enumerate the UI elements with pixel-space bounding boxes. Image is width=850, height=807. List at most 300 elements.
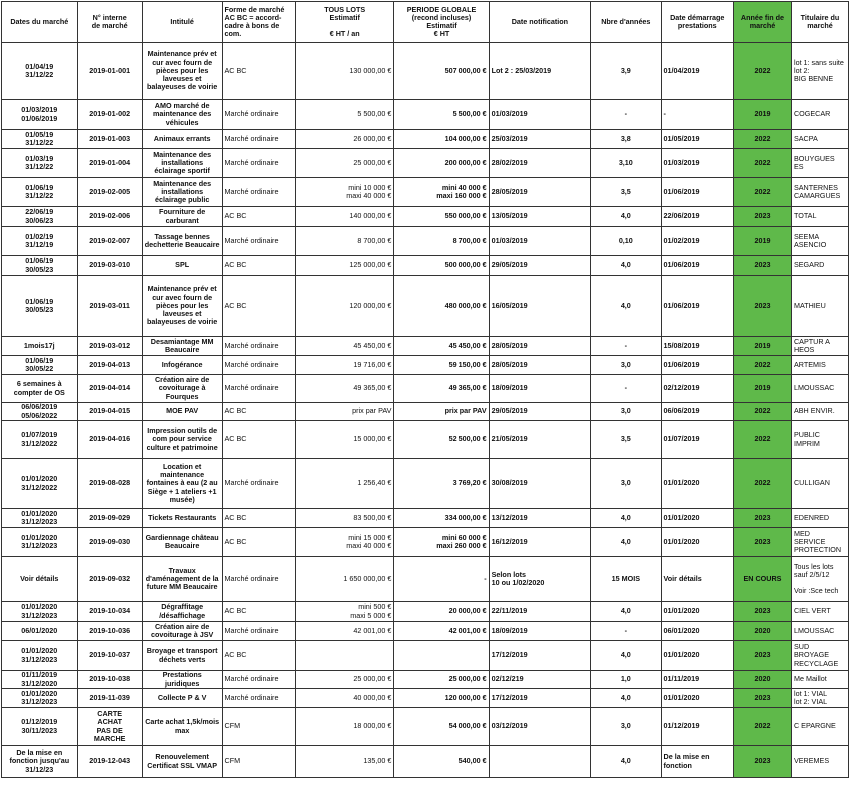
- cell-notification-date-text: Selon lots 10 ou 1/02/2020: [491, 569, 545, 587]
- cell-end-year: [733, 276, 791, 337]
- cell-annual-estimate: [296, 276, 394, 337]
- cell-annual-estimate: [296, 256, 394, 276]
- cell-notification-date-text: 28/05/2019: [491, 340, 528, 350]
- cell-dates: [2, 178, 78, 207]
- cell-contract-form-text: Marché ordinaire: [224, 109, 279, 119]
- cell-internal-number: [77, 689, 142, 708]
- cell-years: [591, 256, 661, 276]
- cell-dates-text: 01/01/2020 31/12/2023: [21, 532, 58, 550]
- cell-holder-text: MED SERVICE PROTECTION: [793, 528, 842, 555]
- cell-title: [142, 641, 222, 671]
- header-global-estimate: PERIODE GLOBALE (recond incluses) Estimatif € HT: [394, 2, 489, 43]
- cell-dates: [2, 459, 78, 509]
- cell-annual-estimate: [296, 602, 394, 622]
- cell-contract-form: [222, 671, 296, 689]
- cell-holder-text: SEGARD: [793, 260, 825, 270]
- cell-dates: [2, 337, 78, 356]
- cell-holder: [791, 149, 848, 178]
- cell-end-year-text: 2023: [754, 606, 771, 616]
- cell-end-year-text: 2022: [754, 434, 771, 444]
- cell-dates: [2, 100, 78, 130]
- cell-years: [591, 746, 661, 778]
- cell-global-estimate: [394, 356, 489, 375]
- cell-notification-date-text: 29/05/2019: [491, 406, 528, 416]
- cell-global-estimate-text: 54 000,00 €: [448, 721, 487, 731]
- cell-start-date: [661, 337, 733, 356]
- header-end-year: Année fin de marché: [733, 2, 791, 43]
- table-row: [2, 227, 849, 256]
- cell-title-text: AMO marché de maintenance des véhicules: [152, 101, 212, 127]
- cell-dates: [2, 256, 78, 276]
- cell-end-year-text: 2023: [754, 512, 771, 522]
- cell-end-year-text: 2022: [754, 133, 771, 143]
- cell-contract-form-text: AC BC: [224, 512, 247, 522]
- cell-holder-text: C EPARGNE: [793, 721, 836, 731]
- cell-internal-number-text: 2019-02-005: [89, 186, 131, 196]
- cell-global-estimate: [394, 641, 489, 671]
- cell-contract-form: [222, 557, 296, 602]
- cell-contract-form: [222, 509, 296, 528]
- cell-internal-number: [77, 708, 142, 746]
- cell-notification-date: [489, 689, 590, 708]
- cell-annual-estimate-text: 40 000,00 €: [353, 692, 392, 702]
- cell-end-year-text: 2023: [754, 536, 771, 546]
- cell-notification-date: [489, 746, 590, 778]
- cell-start-date: [661, 403, 733, 421]
- cell-dates: [2, 276, 78, 337]
- cell-global-estimate-text: 507 000,00 €: [444, 65, 487, 75]
- cell-years: [591, 100, 661, 130]
- cell-global-estimate: [394, 337, 489, 356]
- cell-global-estimate-text: 5 500,00 €: [452, 109, 487, 119]
- cell-contract-form-text: AC BC: [224, 406, 247, 416]
- cell-title: [142, 671, 222, 689]
- cell-title-text: Maintenance des installations éclairage sportif: [153, 149, 212, 176]
- cell-internal-number-text: 2019-03-011: [89, 300, 130, 310]
- cell-internal-number: [77, 641, 142, 671]
- cell-holder: [791, 689, 848, 708]
- cell-holder: [791, 509, 848, 528]
- cell-holder-text: SACPA: [793, 133, 818, 143]
- cell-start-date: [661, 276, 733, 337]
- header-title: Intitulé: [142, 2, 222, 43]
- cell-start-date: [661, 227, 733, 256]
- cell-annual-estimate: [296, 43, 394, 100]
- cell-holder-text: ARTEMIS: [793, 359, 826, 369]
- cell-dates: [2, 528, 78, 557]
- cell-start-date-text: 02/12/2019: [663, 383, 700, 393]
- cell-global-estimate-text: 45 450,00 €: [448, 340, 487, 350]
- cell-notification-date-text: 21/05/2019: [491, 434, 528, 444]
- cell-global-estimate: [394, 256, 489, 276]
- cell-annual-estimate: [296, 421, 394, 459]
- header-internal-number: N° interne de marché: [77, 2, 142, 43]
- cell-end-year: [733, 149, 791, 178]
- cell-start-date-text: 01/06/2019: [663, 186, 700, 196]
- cell-title-text: SPL: [175, 260, 190, 270]
- table-row: [2, 509, 849, 528]
- cell-start-date: [661, 746, 733, 778]
- cell-internal-number-text: 2019-09-029: [89, 512, 131, 522]
- cell-title: [142, 256, 222, 276]
- cell-holder: [791, 746, 848, 778]
- cell-start-date-text: 01/01/2020: [663, 478, 700, 488]
- cell-years: [591, 622, 661, 641]
- cell-years: [591, 375, 661, 403]
- table-row: [2, 459, 849, 509]
- cell-title-text: Fourniture de carburant: [158, 207, 206, 225]
- cell-global-estimate: [394, 602, 489, 622]
- cell-years-text: 3,0: [620, 721, 631, 731]
- cell-internal-number-text: 2019-09-032: [89, 573, 131, 583]
- cell-end-year-text: 2022: [754, 359, 771, 369]
- cell-holder-text: lot 1: sans suite lot 2: BIG BENNE: [793, 57, 844, 84]
- table-row: [2, 403, 849, 421]
- cell-holder: [791, 130, 848, 149]
- cell-end-year-text: 2022: [754, 65, 771, 75]
- cell-annual-estimate-text: mini 500 € maxi 5 000 €: [350, 602, 392, 620]
- cell-years-text: -: [624, 109, 628, 119]
- cell-internal-number: [77, 256, 142, 276]
- cell-annual-estimate: [296, 149, 394, 178]
- cell-holder-text: Tous les lots sauf 2/5/12 Voir :Sce tech: [793, 561, 839, 596]
- cell-holder-text: SUD BROYAGE RECYCLAGE: [793, 642, 839, 668]
- cell-years-text: 4,0: [620, 606, 631, 616]
- cell-start-date-text: 06/06/2019: [663, 406, 700, 416]
- cell-global-estimate: [394, 100, 489, 130]
- cell-holder-text: CAPTUR A HEOS: [793, 336, 830, 354]
- cell-end-year-text: 2022: [754, 186, 771, 196]
- cell-start-date: [661, 459, 733, 509]
- cell-annual-estimate-text: 25 000,00 €: [353, 674, 392, 684]
- cell-notification-date-text: 13/05/2019: [491, 211, 528, 221]
- cell-dates-text: 01/01/2020 31/12/2023: [21, 688, 58, 706]
- cell-annual-estimate-text: 45 450,00 €: [353, 340, 392, 350]
- cell-holder-text: PUBLIC IMPRIM: [793, 430, 820, 448]
- cell-contract-form-text: Marché ordinaire: [224, 157, 279, 167]
- table-row: [2, 356, 849, 375]
- table-row: [2, 375, 849, 403]
- cell-annual-estimate: [296, 130, 394, 149]
- cell-dates-text: Voir détails: [20, 573, 59, 583]
- cell-notification-date-text: 28/05/2019: [491, 186, 528, 196]
- cell-internal-number: [77, 557, 142, 602]
- cell-annual-estimate: [296, 337, 394, 356]
- cell-end-year-text: 2023: [754, 650, 771, 660]
- cell-contract-form-text: Marché ordinaire: [224, 359, 279, 369]
- cell-annual-estimate-text: 135,00 €: [363, 756, 392, 766]
- cell-notification-date-text: 01/03/2019: [491, 235, 528, 245]
- cell-contract-form-text: AC BC: [224, 434, 247, 444]
- cell-annual-estimate: [296, 557, 394, 602]
- cell-global-estimate-text: 104 000,00 €: [444, 133, 487, 143]
- cell-years: [591, 459, 661, 509]
- cell-notification-date: [489, 557, 590, 602]
- cell-dates: [2, 227, 78, 256]
- cell-contract-form: [222, 403, 296, 421]
- cell-global-estimate-text: 500 000,00 €: [444, 260, 487, 270]
- cell-contract-form: [222, 227, 296, 256]
- cell-annual-estimate: [296, 403, 394, 421]
- cell-internal-number-text: 2019-12-043: [89, 756, 131, 766]
- cell-start-date-text: De la mise en fonction: [663, 752, 710, 770]
- cell-notification-date: [489, 375, 590, 403]
- cell-years: [591, 421, 661, 459]
- cell-annual-estimate-text: 8 700,00 €: [357, 235, 392, 245]
- cell-holder: [791, 557, 848, 602]
- cell-annual-estimate-text: 25 000,00 €: [353, 157, 392, 167]
- cell-internal-number: [77, 746, 142, 778]
- cell-years-text: 4,0: [620, 650, 631, 660]
- cell-annual-estimate: [296, 528, 394, 557]
- cell-years: [591, 178, 661, 207]
- cell-years: [591, 689, 661, 708]
- cell-holder: [791, 276, 848, 337]
- cell-holder-text: EDENRED: [793, 512, 830, 522]
- cell-internal-number-text: 2019-11-039: [89, 692, 130, 702]
- table-row: [2, 256, 849, 276]
- table-row: [2, 622, 849, 641]
- cell-global-estimate-text: 480 000,00 €: [444, 300, 487, 310]
- table-row: [2, 528, 849, 557]
- cell-global-estimate: [394, 746, 489, 778]
- cell-dates: [2, 356, 78, 375]
- cell-title-text: Travaux d'aménagement de la future MM Beaucaire: [145, 565, 219, 592]
- cell-end-year: [733, 178, 791, 207]
- cell-title: [142, 708, 222, 746]
- cell-notification-date: [489, 528, 590, 557]
- contracts-table: [1, 1, 849, 778]
- cell-end-year: [733, 256, 791, 276]
- cell-dates-text: 01/01/2020 31/12/2023: [21, 508, 58, 526]
- table-row: [2, 178, 849, 207]
- cell-notification-date-text: 17/12/2019: [491, 650, 528, 660]
- cell-annual-estimate: [296, 207, 394, 227]
- cell-internal-number: [77, 276, 142, 337]
- cell-dates-text: 06/06/2019 05/06/2022: [21, 402, 58, 420]
- cell-start-date-text: 01/06/2019: [663, 300, 700, 310]
- cell-holder: [791, 602, 848, 622]
- cell-contract-form: [222, 375, 296, 403]
- cell-annual-estimate: [296, 459, 394, 509]
- cell-end-year-text: 2023: [754, 692, 771, 702]
- cell-years: [591, 130, 661, 149]
- cell-dates: [2, 509, 78, 528]
- cell-annual-estimate: [296, 708, 394, 746]
- cell-holder-text: TOTAL: [793, 211, 817, 221]
- cell-internal-number: [77, 178, 142, 207]
- cell-global-estimate-text: 550 000,00 €: [444, 211, 487, 221]
- cell-end-year: [733, 403, 791, 421]
- cell-end-year-text: 2019: [754, 235, 771, 245]
- cell-contract-form: [222, 100, 296, 130]
- cell-holder-text: COGECAR: [793, 109, 831, 119]
- cell-annual-estimate: [296, 641, 394, 671]
- cell-global-estimate-text: 120 000,00 €: [444, 692, 487, 702]
- cell-global-estimate: [394, 227, 489, 256]
- table-body: [2, 43, 849, 778]
- cell-dates-text: De la mise en fonction jusqu'au 31/12/23: [9, 748, 70, 774]
- cell-annual-estimate-text: 26 000,00 €: [353, 133, 392, 143]
- cell-end-year: [733, 421, 791, 459]
- cell-internal-number-text: 2019-02-007: [89, 235, 131, 245]
- cell-title-text: MOE PAV: [166, 406, 199, 416]
- cell-dates-text: 01/02/19 31/12/19: [25, 231, 54, 249]
- cell-end-year-text: 2023: [754, 260, 771, 270]
- cell-contract-form: [222, 602, 296, 622]
- cell-title-text: Animaux errants: [153, 133, 211, 143]
- cell-dates-text: 01/11/2019 31/12/2020: [21, 670, 58, 688]
- cell-global-estimate: [394, 43, 489, 100]
- header-years: Nbre d'années: [591, 2, 661, 43]
- cell-dates: [2, 641, 78, 671]
- cell-global-estimate-text: 42 001,00 €: [448, 625, 487, 635]
- cell-title-text: Dégraffitage /désaffichage: [159, 602, 206, 620]
- cell-years-text: 4,0: [620, 536, 631, 546]
- cell-notification-date: [489, 403, 590, 421]
- cell-dates-text: 01/01/2020 31/12/2023: [21, 646, 58, 664]
- table-row: [2, 602, 849, 622]
- cell-title-text: Carte achat 1,5k/mois max: [145, 717, 220, 735]
- cell-start-date-text: 01/05/2019: [663, 133, 700, 143]
- cell-dates: [2, 421, 78, 459]
- cell-holder: [791, 178, 848, 207]
- cell-title-text: Desamiantage MM Beaucaire: [150, 336, 214, 354]
- cell-annual-estimate: [296, 622, 394, 641]
- cell-title: [142, 149, 222, 178]
- cell-title-text: Gardiennage château Beaucaire: [145, 532, 219, 550]
- cell-dates-text: 01/06/19 31/12/22: [25, 182, 54, 200]
- cell-start-date-text: 22/06/2019: [663, 211, 700, 221]
- cell-notification-date: [489, 602, 590, 622]
- cell-contract-form-text: Marché ordinaire: [224, 383, 279, 393]
- cell-internal-number-text: 2019-01-003: [89, 133, 131, 143]
- cell-years: [591, 641, 661, 671]
- cell-holder: [791, 421, 848, 459]
- cell-years-text: -: [624, 383, 628, 393]
- cell-end-year: [733, 671, 791, 689]
- cell-contract-form-text: CFM: [224, 721, 241, 731]
- cell-title: [142, 276, 222, 337]
- cell-dates-text: 22/06/19 30/06/23: [25, 207, 54, 225]
- cell-annual-estimate-text: 125 000,00 €: [349, 260, 392, 270]
- cell-holder-text: CIEL VERT: [793, 606, 831, 616]
- cell-dates-text: 01/06/19 30/05/22: [25, 355, 54, 373]
- cell-dates-text: 01/06/19 30/05/23: [25, 256, 54, 274]
- cell-internal-number-text: 2019-10-036: [89, 625, 131, 635]
- cell-dates-text: 01/01/2020 31/12/2023: [21, 602, 58, 620]
- cell-title: [142, 602, 222, 622]
- cell-start-date-text: 01/07/2019: [663, 434, 700, 444]
- cell-title: [142, 557, 222, 602]
- table-row: [2, 689, 849, 708]
- cell-contract-form-text: AC BC: [224, 650, 247, 660]
- cell-title-text: Infogérance: [161, 359, 203, 369]
- cell-title-text: Collecte P & V: [157, 692, 207, 702]
- cell-contract-form-text: AC BC: [224, 211, 247, 221]
- cell-internal-number-text: 2019-08-028: [89, 478, 131, 488]
- cell-notification-date: [489, 100, 590, 130]
- cell-global-estimate-text: 8 700,00 €: [452, 235, 487, 245]
- cell-start-date: [661, 689, 733, 708]
- cell-global-estimate-text: 200 000,00 €: [444, 157, 487, 167]
- cell-global-estimate-text: 59 150,00 €: [448, 359, 487, 369]
- cell-global-estimate-text: -: [484, 573, 487, 583]
- cell-start-date: [661, 100, 733, 130]
- cell-years-text: 4,0: [620, 300, 631, 310]
- cell-holder: [791, 356, 848, 375]
- cell-notification-date-text: Lot 2 : 25/03/2019: [491, 65, 552, 75]
- cell-internal-number: [77, 602, 142, 622]
- cell-years-text: 4,0: [620, 692, 631, 702]
- cell-global-estimate-text: 3 769,20 €: [452, 478, 487, 488]
- cell-internal-number: [77, 100, 142, 130]
- cell-annual-estimate: [296, 375, 394, 403]
- cell-notification-date: [489, 130, 590, 149]
- cell-years: [591, 276, 661, 337]
- table-row: [2, 100, 849, 130]
- cell-annual-estimate-text: 5 500,00 €: [357, 109, 392, 119]
- cell-end-year: [733, 375, 791, 403]
- cell-end-year: [733, 100, 791, 130]
- cell-dates-text: 01/07/2019 31/12/2022: [21, 430, 58, 448]
- cell-global-estimate: [394, 708, 489, 746]
- cell-title: [142, 622, 222, 641]
- cell-dates: [2, 375, 78, 403]
- cell-title-text: Location et maintenance fontaines à eau (2 au Siège + 1 ateliers +1 musée): [146, 461, 218, 504]
- cell-holder: [791, 43, 848, 100]
- table-row: [2, 421, 849, 459]
- cell-dates-text: 1mois17j: [23, 340, 55, 350]
- cell-global-estimate: [394, 622, 489, 641]
- cell-title: [142, 528, 222, 557]
- cell-start-date: [661, 130, 733, 149]
- cell-start-date-text: -: [663, 109, 666, 119]
- cell-title-text: Création aire de covoiturage à JSV: [150, 621, 214, 639]
- cell-global-estimate: [394, 130, 489, 149]
- cell-contract-form: [222, 178, 296, 207]
- cell-start-date: [661, 671, 733, 689]
- cell-contract-form-text: AC BC: [224, 260, 247, 270]
- cell-holder-text: LMOUSSAC: [793, 383, 835, 393]
- cell-end-year-text: 2022: [754, 406, 771, 416]
- cell-title: [142, 178, 222, 207]
- cell-notification-date: [489, 256, 590, 276]
- cell-internal-number-text: 2019-10-037: [89, 650, 131, 660]
- cell-annual-estimate: [296, 746, 394, 778]
- cell-start-date: [661, 356, 733, 375]
- cell-notification-date-text: 16/12/2019: [491, 536, 528, 546]
- cell-global-estimate: [394, 421, 489, 459]
- cell-holder: [791, 256, 848, 276]
- cell-global-estimate: [394, 557, 489, 602]
- cell-title: [142, 375, 222, 403]
- cell-contract-form-text: CFM: [224, 756, 241, 766]
- cell-holder: [791, 459, 848, 509]
- cell-notification-date: [489, 149, 590, 178]
- cell-internal-number-text: 2019-03-012: [89, 340, 131, 350]
- cell-years-text: 0,10: [618, 235, 633, 245]
- table-header-row: [2, 2, 849, 43]
- cell-contract-form: [222, 746, 296, 778]
- cell-global-estimate: [394, 375, 489, 403]
- cell-end-year: [733, 708, 791, 746]
- cell-end-year: [733, 130, 791, 149]
- cell-holder: [791, 337, 848, 356]
- cell-internal-number: [77, 149, 142, 178]
- cell-dates: [2, 622, 78, 641]
- cell-global-estimate-text: 540,00 €: [458, 756, 487, 766]
